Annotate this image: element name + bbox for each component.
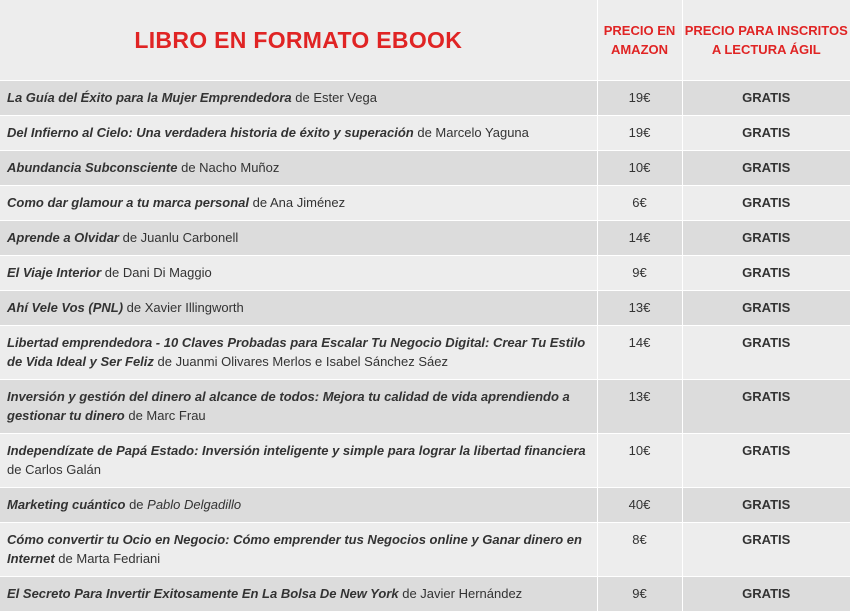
member-price: GRATIS xyxy=(682,577,850,611)
book-title: La Guía del Éxito para la Mujer Emprendedora xyxy=(7,90,292,105)
amazon-price: 9€ xyxy=(597,256,682,291)
amazon-price: 8€ xyxy=(597,523,682,577)
book-author: Nacho Muñoz xyxy=(199,160,279,175)
amazon-price: 10€ xyxy=(597,151,682,186)
book-title: Aprende a Olvidar xyxy=(7,230,119,245)
member-price: GRATIS xyxy=(682,116,850,151)
member-price: GRATIS xyxy=(682,434,850,488)
book-cell: Abundancia Subconsciente de Nacho Muñoz xyxy=(0,151,597,186)
amazon-price: 13€ xyxy=(597,380,682,434)
member-price: GRATIS xyxy=(682,81,850,116)
book-cell: Libertad emprendedora - 10 Claves Probadas para Escalar Tu Negocio Digital: Crear Tu Estilo de Vida Ideal y Ser Feliz de Juanmi Olivares Merlos e Isabel Sánchez Sáez xyxy=(0,326,597,380)
member-price: GRATIS xyxy=(682,326,850,380)
member-price: GRATIS xyxy=(682,523,850,577)
book-cell: El Viaje Interior de Dani Di Maggio xyxy=(0,256,597,291)
table-row xyxy=(0,291,850,326)
book-cell: La Guía del Éxito para la Mujer Emprendedora de Ester Vega xyxy=(0,81,597,116)
member-price: GRATIS xyxy=(682,380,850,434)
column-header-amazon-price: PRECIO EN AMAZON xyxy=(597,0,682,81)
book-author: Javier Hernández xyxy=(420,586,522,601)
member-price: GRATIS xyxy=(682,291,850,326)
table-row xyxy=(0,488,850,523)
book-title: Independízate de Papá Estado: Inversión inteligente y simple para lograr la libertad financiera xyxy=(7,443,586,458)
book-title: Abundancia Subconsciente xyxy=(7,160,177,175)
book-author: Marc Frau xyxy=(146,408,205,423)
book-cell: Inversión y gestión del dinero al alcance de todos: Mejora tu calidad de vida aprendiendo a gestionar tu dinero de Marc Frau xyxy=(0,380,597,434)
amazon-price: 6€ xyxy=(597,186,682,221)
book-author: Ester Vega xyxy=(313,90,377,105)
table-row xyxy=(0,81,850,116)
column-header-member-price: PRECIO PARA INSCRITOS A LECTURA ÁGIL xyxy=(682,0,850,81)
book-title: Inversión y gestión del dinero al alcance de todos: Mejora tu calidad de vida aprendiendo a gestionar tu dinero xyxy=(7,389,570,423)
book-title: Ahí Vele Vos (PNL) xyxy=(7,300,123,315)
member-price: GRATIS xyxy=(682,186,850,221)
book-cell: Del Infierno al Cielo: Una verdadera historia de éxito y superación de Marcelo Yaguna xyxy=(0,116,597,151)
book-title: El Secreto Para Invertir Exitosamente En La Bolsa De New York xyxy=(7,586,399,601)
book-cell: Marketing cuántico de Pablo Delgadillo xyxy=(0,488,597,523)
book-author: Juanlu Carbonell xyxy=(141,230,239,245)
table-row xyxy=(0,523,850,577)
amazon-price: 19€ xyxy=(597,116,682,151)
amazon-price: 9€ xyxy=(597,577,682,611)
table-row xyxy=(0,326,850,380)
book-title: Como dar glamour a tu marca personal xyxy=(7,195,249,210)
table-row xyxy=(0,186,850,221)
table-row xyxy=(0,380,850,434)
book-author: Marta Fedriani xyxy=(76,551,160,566)
book-author: Marcelo Yaguna xyxy=(435,125,528,140)
book-author: Ana Jiménez xyxy=(270,195,345,210)
member-price: GRATIS xyxy=(682,151,850,186)
amazon-price: 40€ xyxy=(597,488,682,523)
book-cell: Aprende a Olvidar de Juanlu Carbonell xyxy=(0,221,597,256)
amazon-price: 14€ xyxy=(597,326,682,380)
member-price: GRATIS xyxy=(682,256,850,291)
book-cell: Cómo convertir tu Ocio en Negocio: Cómo emprender tus Negocios online y Ganar dinero en Internet de Marta Fedriani xyxy=(0,523,597,577)
table-row xyxy=(0,434,850,488)
amazon-price: 10€ xyxy=(597,434,682,488)
book-title: Cómo convertir tu Ocio en Negocio: Cómo emprender tus Negocios online y Ganar dinero en Internet xyxy=(7,532,582,566)
book-author: Juanmi Olivares Merlos e Isabel Sánchez Sáez xyxy=(176,354,448,369)
member-price: GRATIS xyxy=(682,488,850,523)
book-title: El Viaje Interior xyxy=(7,265,101,280)
book-author: Carlos Galán xyxy=(25,462,101,477)
amazon-price: 14€ xyxy=(597,221,682,256)
book-cell: Independízate de Papá Estado: Inversión inteligente y simple para lograr la libertad financiera de Carlos Galán xyxy=(0,434,597,488)
table-row xyxy=(0,221,850,256)
book-cell: Como dar glamour a tu marca personal de Ana Jiménez xyxy=(0,186,597,221)
book-cell: Ahí Vele Vos (PNL) de Xavier Illingworth xyxy=(0,291,597,326)
table-header-row xyxy=(0,0,850,81)
table-row xyxy=(0,116,850,151)
book-title: Marketing cuántico xyxy=(7,497,125,512)
book-title: Del Infierno al Cielo: Una verdadera historia de éxito y superación xyxy=(7,125,414,140)
column-header-book: LIBRO EN FORMATO EBOOK xyxy=(0,0,597,81)
table-row xyxy=(0,151,850,186)
book-author: Xavier Illingworth xyxy=(145,300,244,315)
book-author: Pablo Delgadillo xyxy=(147,497,241,512)
amazon-price: 13€ xyxy=(597,291,682,326)
table-row xyxy=(0,256,850,291)
book-author: Dani Di Maggio xyxy=(123,265,212,280)
book-cell: El Secreto Para Invertir Exitosamente En La Bolsa De New York de Javier Hernández xyxy=(0,577,597,611)
book-title: Libertad emprendedora - 10 Claves Probadas para Escalar Tu Negocio Digital: Crear Tu Estilo de Vida Ideal y Ser Feliz xyxy=(7,335,585,369)
member-price: GRATIS xyxy=(682,221,850,256)
table-body xyxy=(0,81,850,611)
amazon-price: 19€ xyxy=(597,81,682,116)
